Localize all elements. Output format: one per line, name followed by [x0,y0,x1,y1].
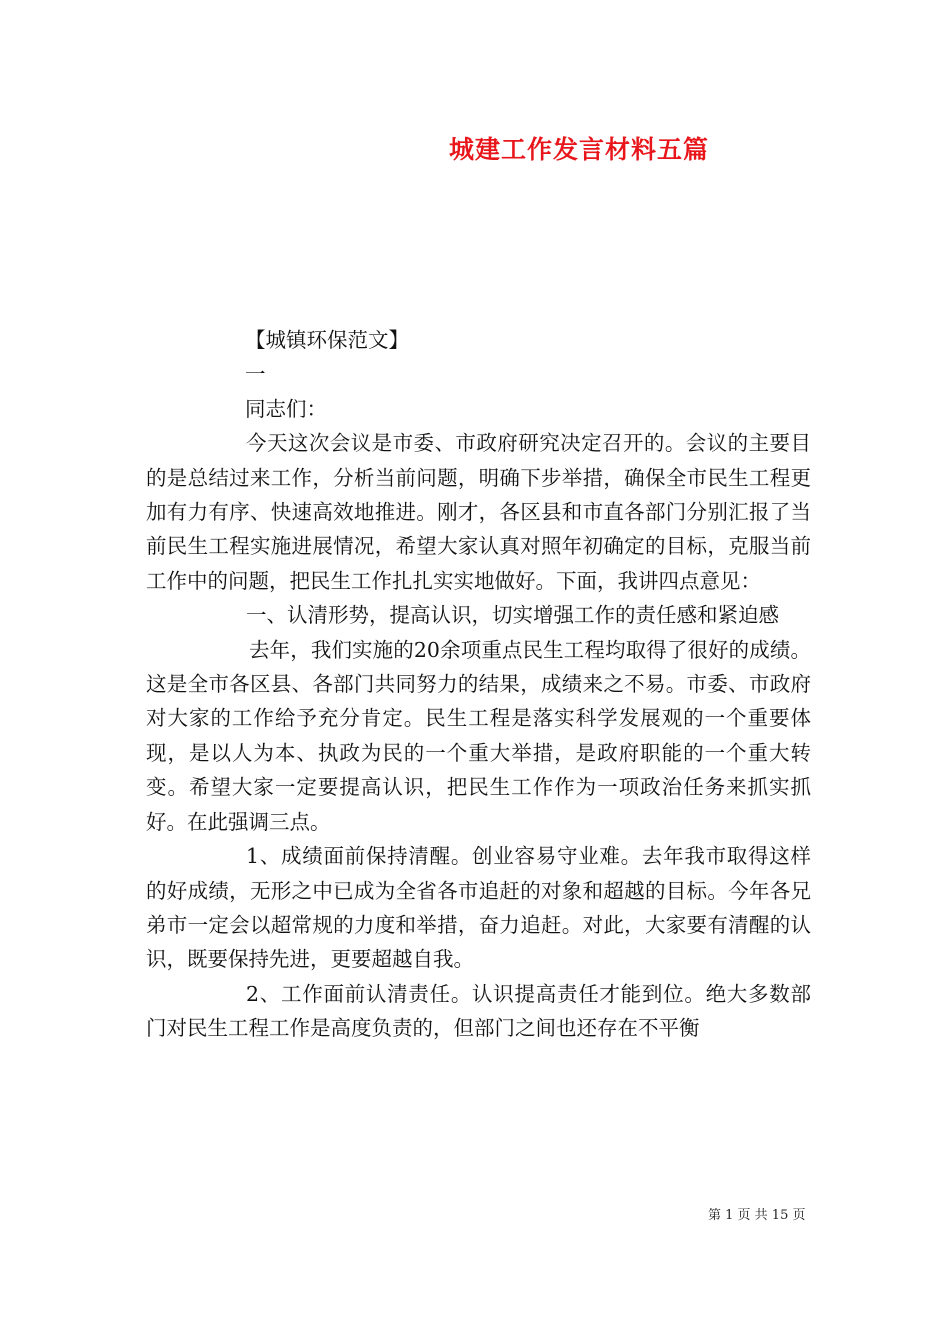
paragraph-1: 今天这次会议是市委、市政府研究决定召开的。会议的主要目的是总结过来工作，分析当前问题，明确下步举措，确保全市民生工程更加有力有序、快速高效地推进。刚才，各区县和市直各部门分别汇报了当前民生工程实施进展情况，希望大家认真对照年初确定的目标，克服当前工作中的问题，把民生工作扎扎实实地做好。下面，我讲四点意见： [146,431,811,593]
section-number: 一 [245,362,266,387]
paragraph-3: 1、成绩面前保持清醒。创业容易守业难。去年我市取得这样的好成绩，无形之中已成为全省各市追赶的对象和超越的目标。今年各兄弟市一定会以超常规的力度和举措，奋力追赶。对此，大家要有清醒的认识，既要保持先进，更要超越自我。 [146,844,811,972]
paragraph-heading-1: 一、认清形势，提高认识，切实增强工作的责任感和紧迫感 [246,603,779,628]
section-heading: 【城镇环保范文】 [245,328,409,352]
document-title: 城建工作发言材料五篇 [449,135,710,164]
paragraph-4: 2、工作面前认清责任。认识提高责任才能到位。绝大多数部门对民生工程工作是高度负责的，但部门之间也还存在不平衡 [146,981,811,1041]
page-footer: 第 1 页 共 15 页 [708,1208,806,1223]
document-body [146,323,811,1046]
paragraph-2: 去年，我们实施的20余项重点民生工程均取得了很好的成绩。这是全市各区县、各部门共同努力的结果，成绩来之不易。市委、市政府对大家的工作给予充分肯定。民生工程是落实科学发展观的一个重要体现，是以人为本、执政为民的一个重大举措，是政府职能的一个重大转变。希望大家一定要提高认识，把民生工作作为一项政治任务来抓实抓好。在此强调三点。 [146,637,811,834]
salutation: 同志们： [245,396,327,421]
